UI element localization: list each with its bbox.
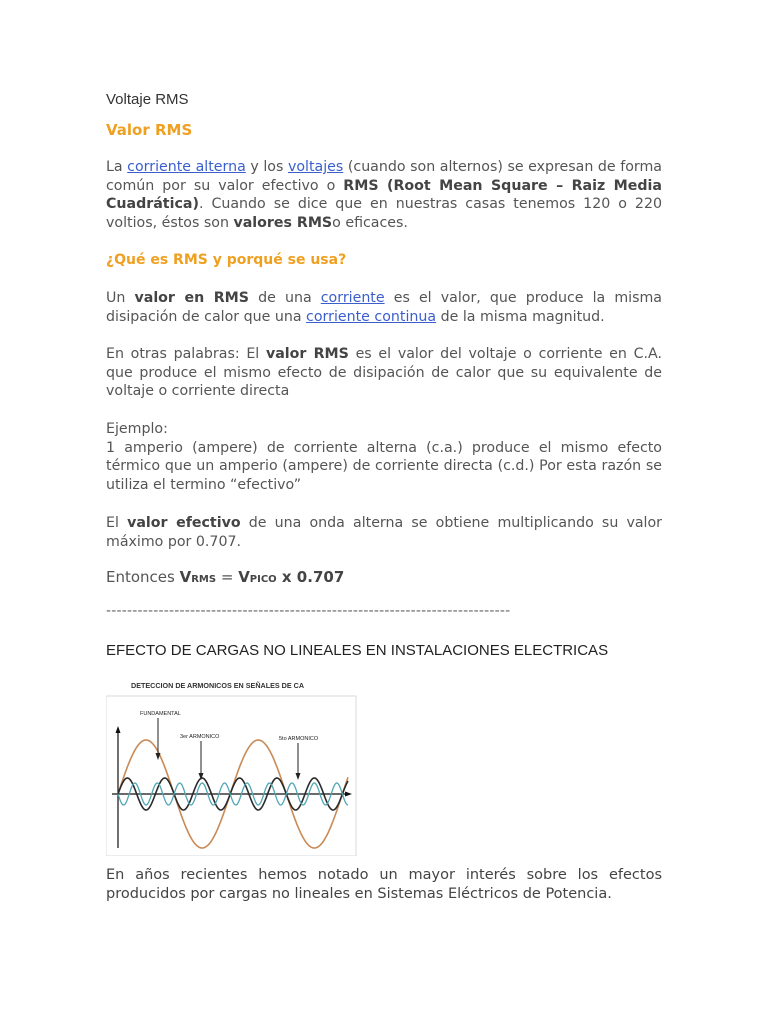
section-divider: -----------------------------------------------------------------------------	[106, 603, 511, 619]
section-title-efecto: EFECTO DE CARGAS NO LINEALES EN INSTALACIONES ELECTRICAS	[106, 642, 609, 659]
paragraph-efectos: En años recientes hemos notado un mayor interés sobre los efectos producidos por cargas no lineales en Sistemas Eléctricos de Potencia.	[106, 867, 662, 902]
harmonics-diagram	[106, 670, 360, 856]
ejemplo-label: Ejemplo:	[106, 421, 168, 437]
heading-valor-rms: Valor RMS	[106, 121, 193, 139]
ejemplo-text: 1 amperio (ampere) de corriente alterna (c.a.) produce el mismo efecto térmico que un amperio (ampere) de corriente directa (c.d.) Por esta razón se utiliza el termino “efectivo”	[106, 439, 662, 493]
figure-title: DETECCION DE ARMONICOS EN SEÑALES DE CA	[131, 681, 305, 690]
paragraph-definicion: Un valor en RMS de una corriente es el valor, que produce la misma disipación de calor que una corriente continua de la misma magnitud.	[106, 290, 662, 325]
label-fundamental: FUNDAMENTAL	[140, 711, 181, 717]
label-3er-armonico: 3er ARMONICO	[180, 734, 220, 740]
paragraph-intro: La corriente alterna y los voltajes (cuando son alternos) se expresan de forma común por su valor efectivo o RMS (Root Mean Square – Raiz Media Cuadrática). Cuando se dice que en nuestras casas tenemos 120 o 220 voltios, éstos son valores RMSo eficaces.	[106, 159, 662, 231]
harmonics-figure	[106, 670, 360, 856]
paragraph-ejemplo	[106, 420, 662, 494]
label-5to-armonico: 5to ARMONICO	[279, 736, 319, 742]
paragraph-otras-palabras: En otras palabras: El valor RMS es el valor del voltaje o corriente en C.A. que produce el mismo efecto de disipación de calor que su equivalente de voltaje o corriente directa	[106, 346, 662, 400]
paragraph-valor-efectivo: El valor efectivo de una onda alterna se obtiene multiplicando su valor máximo por 0.707.	[106, 515, 663, 550]
link-voltajes[interactable]: voltajes	[287, 159, 344, 175]
document-title: Voltaje RMS	[106, 91, 189, 108]
formula-vrms: Entonces VRMS = VPICO x 0.707	[106, 568, 345, 586]
link-corriente-alterna[interactable]: corriente alterna	[127, 159, 246, 175]
figure-frame	[106, 696, 356, 856]
heading-que-es-rms: ¿Qué es RMS y porqué se usa?	[106, 252, 347, 268]
link-corriente-continua[interactable]: corriente continua	[306, 308, 437, 325]
link-corriente[interactable]: corriente	[320, 290, 385, 306]
